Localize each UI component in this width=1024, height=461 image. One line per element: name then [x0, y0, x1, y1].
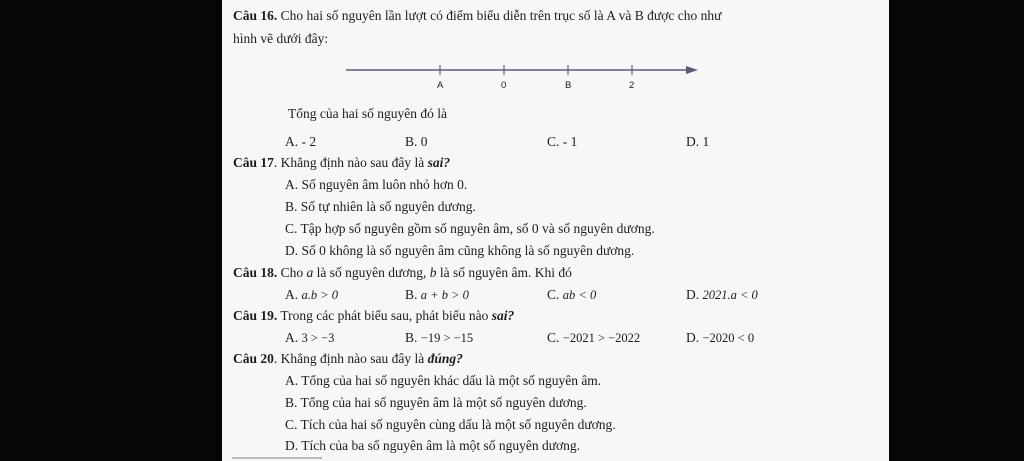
- q17-emphasis: sai?: [427, 155, 451, 170]
- q18-option-a: A. a.b > 0: [285, 287, 339, 302]
- q20-option-a: A. Tổng của hai số nguyên khác dấu là một số nguyên âm.: [285, 373, 602, 388]
- right-dark-margin: [889, 0, 1024, 461]
- q20-option-c: C. Tích của hai số nguyên cùng dấu là một số nguyên dương.: [285, 417, 616, 432]
- q18-text-3: là số nguyên âm. Khi đó: [436, 265, 572, 280]
- q18-label: Câu 18.: [233, 265, 278, 280]
- q17-heading: [233, 154, 450, 171]
- tick-label-a: A: [437, 80, 444, 91]
- number-line-axis: [344, 58, 704, 82]
- q18-option-b: B. a + b > 0: [405, 287, 469, 302]
- q18-var-b: b: [429, 265, 437, 280]
- q16-option-d: D. 1: [686, 134, 710, 149]
- tick-label-0: 0: [501, 80, 507, 91]
- q20-label: Câu 20: [233, 351, 274, 366]
- q16-text-line2: hình vẽ dưới đây:: [233, 31, 329, 46]
- q16-label: Câu 16.: [233, 8, 278, 23]
- arrow-right-icon: [686, 66, 698, 74]
- q20-option-d: D. Tích của ba số nguyên âm là một số nguyên dương.: [285, 438, 581, 453]
- q16-text: Cho hai số nguyên lần lượt có điểm biểu diễn trên trục số là A và B được cho như: [280, 8, 722, 23]
- q17-option-b: B. Số tự nhiên là số nguyên dương.: [285, 199, 476, 214]
- q18-text-2: là số nguyên dương,: [313, 265, 430, 280]
- q18-heading: [233, 264, 572, 281]
- q17-text: . Khẳng định nào sau đây là: [273, 155, 428, 170]
- q16-option-a: A. - 2: [285, 134, 317, 149]
- q17-option-c: C. Tập hợp số nguyên gồm số nguyên âm, số 0 và số nguyên dương.: [285, 221, 655, 236]
- q18-var-a: a: [306, 265, 314, 280]
- worksheet-page: [222, 0, 889, 461]
- q17-label: Câu 17: [233, 155, 274, 170]
- q19-heading: [233, 307, 514, 324]
- q19-label: Câu 19.: [233, 308, 278, 323]
- q16-option-c: C. - 1: [547, 134, 578, 149]
- q16-prompt: Tổng của hai số nguyên đó là: [288, 106, 447, 121]
- cut-off-text-fragment: [232, 457, 322, 459]
- q20-emphasis: đúng?: [427, 351, 463, 366]
- q19-option-b: B. −19 > −15: [405, 330, 474, 345]
- q19-option-c: C. −2021 > −2022: [547, 330, 641, 345]
- tick-label-2: 2: [629, 80, 635, 91]
- number-line: [344, 58, 704, 98]
- q19-option-a: A. 3 > −3: [285, 330, 335, 345]
- q20-option-b: B. Tổng của hai số nguyên âm là một số nguyên dương.: [285, 395, 587, 410]
- q19-text: Trong các phát biểu sau, phát biểu nào: [280, 308, 492, 323]
- q20-heading: [233, 350, 463, 367]
- q18-text-1: Cho: [280, 265, 307, 280]
- q18-option-d: D. 2021.a < 0: [686, 287, 758, 302]
- tick-label-b: B: [565, 80, 572, 91]
- q20-text: . Khẳng định nào sau đây là: [273, 351, 428, 366]
- left-dark-margin: [0, 0, 222, 461]
- q16-heading: [233, 7, 721, 24]
- q16-option-b: B. 0: [405, 134, 428, 149]
- q19-emphasis: sai?: [491, 308, 515, 323]
- q17-option-d: D. Số 0 không là số nguyên âm cũng không là số nguyên dương.: [285, 243, 635, 258]
- q17-option-a: A. Số nguyên âm luôn nhỏ hơn 0.: [285, 177, 468, 192]
- q18-option-c: C. ab < 0: [547, 287, 597, 302]
- q19-option-d: D. −2020 < 0: [686, 330, 755, 345]
